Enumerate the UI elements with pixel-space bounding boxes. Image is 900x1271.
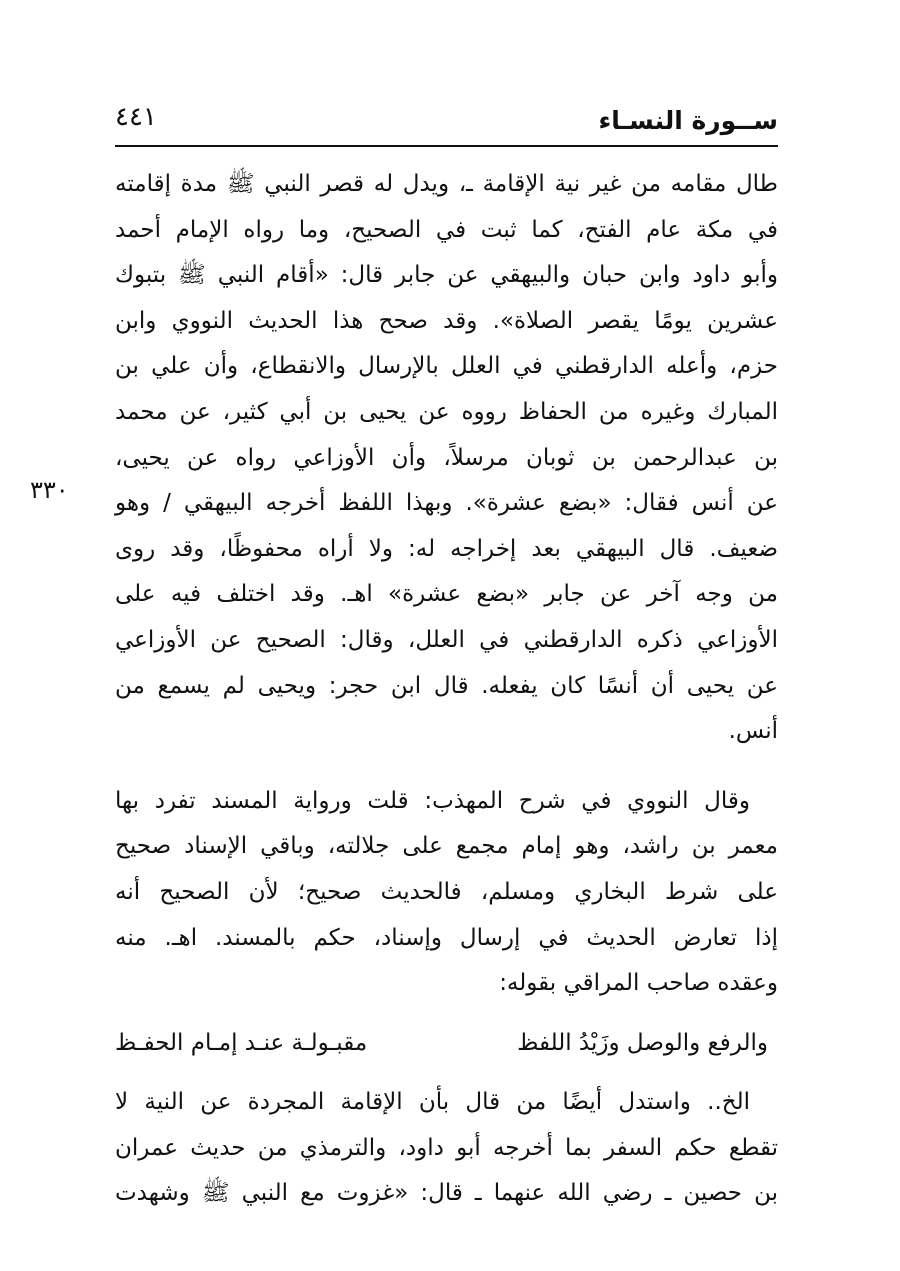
paragraph-spacer bbox=[115, 755, 778, 779]
text-line: أنس. bbox=[728, 718, 778, 745]
text-line: ضعيف. قال البيهقي بعد إخراجه له: ولا أراه محفوظًا، وقد روى bbox=[115, 535, 778, 562]
text-line: الخ.. واستدل أيضًا من قال بأن الإقامة المجردة عن النية لا bbox=[115, 1089, 750, 1116]
paragraph-2 bbox=[115, 779, 778, 1007]
text-line: في مكة عام الفتح، كما ثبت في الصحيح، وما رواه الإمام أحمد bbox=[115, 216, 778, 243]
margin-reference-number: ٣٣٠ bbox=[30, 476, 69, 504]
text-line: على شرط البخاري ومسلم، فالحديث صحيح؛ لأن الصحيح أنه bbox=[115, 878, 778, 905]
verse-second-hemistich: مقبـولـة عنـد إمـام الحفـظ bbox=[115, 1029, 368, 1056]
verse-first-hemistich: والرفع والوصل وزَيْدُ اللفظ bbox=[517, 1029, 768, 1056]
page-header bbox=[115, 98, 778, 146]
text-line: عن يحيى أن أنسًا كان يفعله. قال ابن حجر: ويحيى لم يسمع من bbox=[115, 672, 778, 699]
text-line: الأوزاعي ذكره الدارقطني في العلل، وقال: الصحيح عن الأوزاعي bbox=[115, 626, 778, 653]
header-rule bbox=[115, 145, 778, 147]
text-line: معمر بن راشد، وهو إمام مجمع على جلالته، وباقي الإسناد صحيح bbox=[115, 833, 778, 860]
sura-title: ســورة النسـاء bbox=[598, 106, 778, 135]
poetry-verse bbox=[115, 1021, 778, 1067]
page-number: ٤٤١ bbox=[115, 102, 157, 132]
text-line: إذا تعارض الحديث في إرسال وإسناد، حكم بالمسند. اهـ. منه bbox=[115, 924, 778, 951]
text-line: بن عبدالرحمن بن ثوبان مرسلاً، وأن الأوزاعي رواه عن يحيى، bbox=[115, 444, 778, 471]
paragraph-1 bbox=[115, 162, 778, 755]
text-line: عشرين يومًا يقصر الصلاة». وقد صحح هذا الحديث النووي وابن bbox=[115, 307, 778, 334]
text-line: المبارك وغيره من الحفاظ رووه عن يحيى بن أبي كثير، عن محمد bbox=[115, 398, 778, 425]
text-line: وعقده صاحب المراقي بقوله: bbox=[499, 970, 778, 997]
body-text bbox=[115, 162, 778, 1217]
text-line: حزم، وأعله الدارقطني في العلل بالإرسال والانقطاع، وأن علي بن bbox=[115, 353, 778, 380]
text-line: بن حصين ـ رضي الله عنهما ـ قال: «غزوت مع النبي ﷺ وشهدت bbox=[115, 1180, 778, 1207]
text-line: تقطع حكم السفر بما أخرجه أبو داود، والترمذي من حديث عمران bbox=[115, 1134, 778, 1161]
text-line: وقال النووي في شرح المهذب: قلت ورواية المسند تفرد بها bbox=[115, 787, 750, 814]
verse-spacer bbox=[115, 1007, 778, 1021]
text-line: وأبو داود وابن حبان والبيهقي عن جابر قال: «أقام النبي ﷺ بتبوك bbox=[115, 262, 778, 289]
text-line: من وجه آخر عن جابر «بضع عشرة» اهـ. وقد اختلف فيه على bbox=[115, 581, 778, 608]
text-line: عن أنس فقال: «بضع عشرة». وبهذا اللفظ أخرجه البيهقي / وهو bbox=[115, 490, 778, 517]
text-line: طال مقامه من غير نية الإقامة ـ، ويدل له قصر النبي ﷺ مدة إقامته bbox=[115, 171, 778, 197]
paragraph-3 bbox=[115, 1080, 778, 1217]
verse-spacer bbox=[115, 1066, 778, 1080]
